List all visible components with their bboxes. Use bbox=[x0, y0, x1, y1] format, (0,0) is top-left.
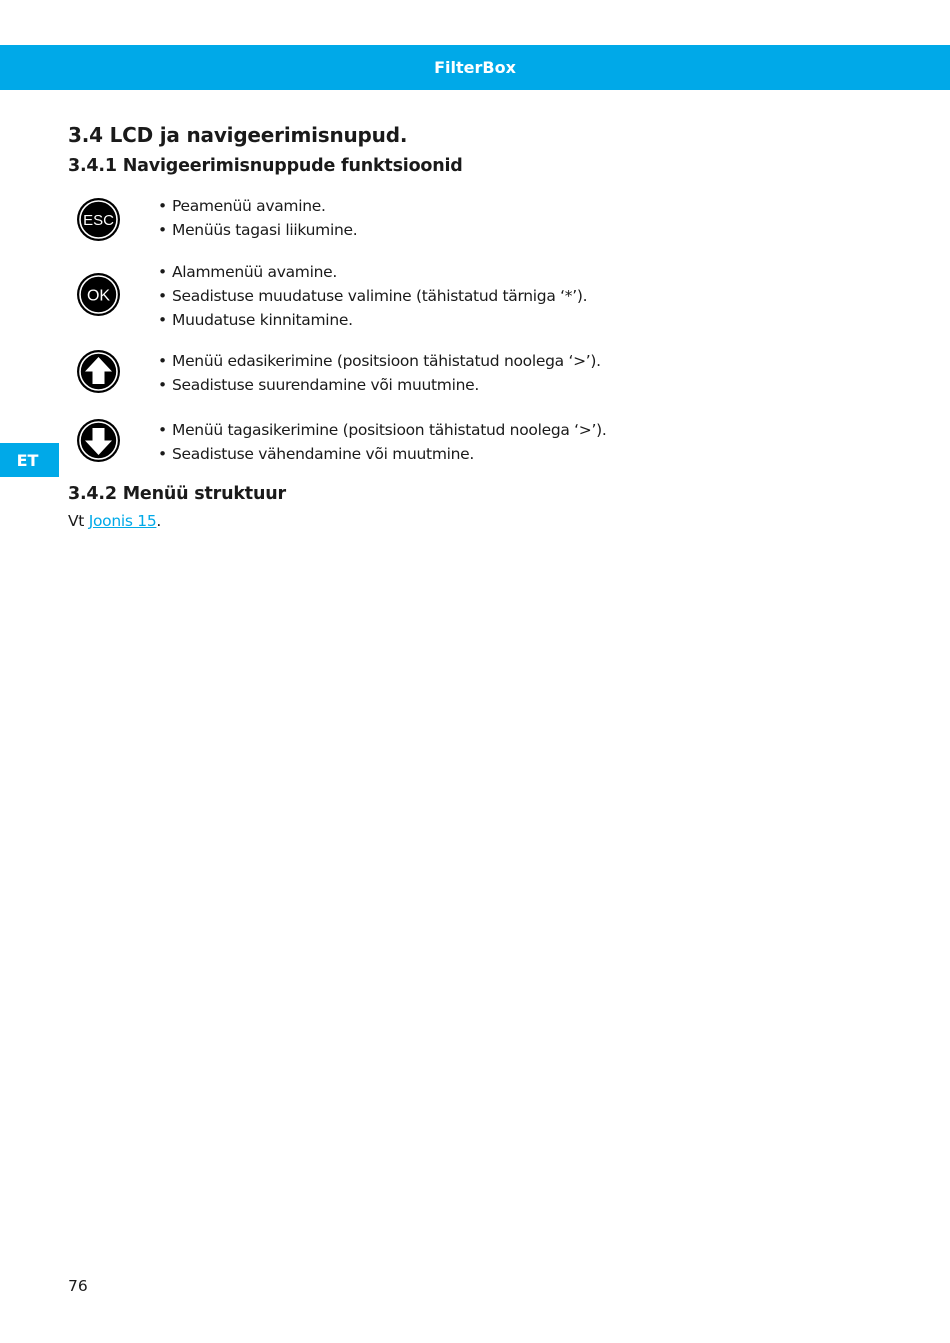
list-item: • Seadistuse muudatuse valimine (tähistatud tärniga ‘*’). bbox=[158, 284, 587, 308]
svg-text:OK: OK bbox=[86, 287, 111, 305]
list-item: • Menüü edasikerimine (positsioon tähistatud noolega ‘>’). bbox=[158, 349, 601, 373]
list-item: • Seadistuse suurendamine või muutmine. bbox=[158, 373, 601, 397]
arrow-down-button-icon bbox=[76, 418, 121, 463]
list-item: • Muudatuse kinnitamine. bbox=[158, 308, 587, 332]
svg-text:ESC: ESC bbox=[83, 212, 114, 229]
arrow-up-button-icon bbox=[76, 349, 121, 394]
figure-link[interactable]: Joonis 15 bbox=[88, 512, 157, 530]
ok-button-icon bbox=[76, 272, 121, 317]
esc-button-icon bbox=[76, 197, 121, 242]
reference-prefix: Vt bbox=[68, 512, 89, 530]
subsection-title-functions: 3.4.1 Navigeerimisnuppude funktsioonid bbox=[68, 156, 463, 176]
header-bar bbox=[0, 45, 950, 90]
list-item: • Alammenüü avamine. bbox=[158, 260, 587, 284]
list-item: • Menüüs tagasi liikumine. bbox=[158, 218, 357, 242]
figure-reference bbox=[68, 509, 161, 533]
list-item: • Menüü tagasikerimine (positsioon tähistatud noolega ‘>’). bbox=[158, 418, 607, 442]
list-item: • Seadistuse vähendamine või muutmine. bbox=[158, 442, 607, 466]
subsection-title-menu-structure: 3.4.2 Menüü struktuur bbox=[68, 484, 286, 504]
ok-functions-list bbox=[158, 260, 587, 332]
list-item: • Peamenüü avamine. bbox=[158, 194, 357, 218]
language-tab: ET bbox=[0, 443, 59, 477]
down-functions-list bbox=[158, 418, 607, 466]
esc-functions-list bbox=[158, 194, 357, 242]
page-number: 76 bbox=[68, 1277, 88, 1295]
header-title: FilterBox bbox=[434, 58, 516, 77]
section-title: 3.4 LCD ja navigeerimisnupud. bbox=[68, 123, 408, 147]
reference-suffix: . bbox=[156, 512, 162, 530]
up-functions-list bbox=[158, 349, 601, 397]
